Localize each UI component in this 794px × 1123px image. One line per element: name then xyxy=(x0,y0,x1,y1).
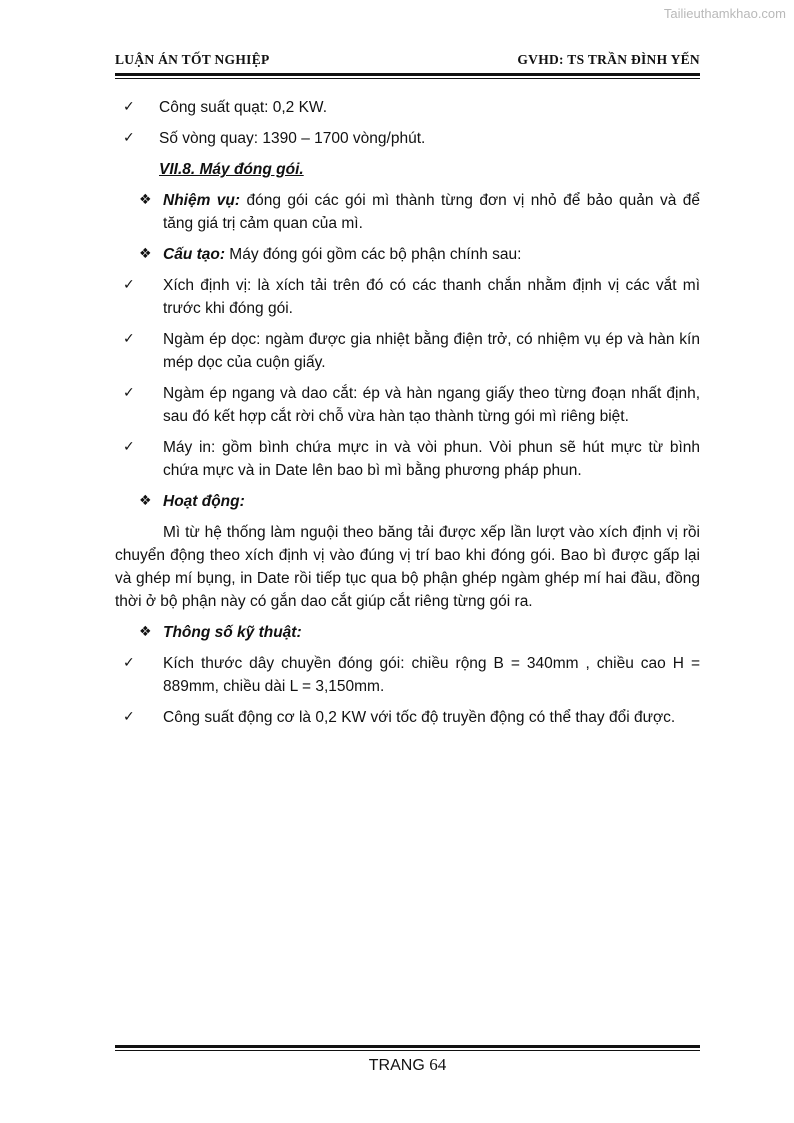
header-rule-thick xyxy=(115,73,700,76)
header-thesis-title: LUẬN ÁN TỐT NGHIỆP xyxy=(115,52,270,67)
checkmark-icon: ✓ xyxy=(123,277,135,293)
subsection-cau-tao xyxy=(115,243,700,266)
subsection-label: Nhiệm vụ: xyxy=(163,192,241,209)
list-item: ✓ Máy in: gồm bình chứa mực in và vòi phun. Vòi phun sẽ hút mực từ bình chứa mực và in Date lên bao bì mì bằng phương pháp phun. xyxy=(115,436,700,482)
subsection-nhiem-vu xyxy=(115,189,700,235)
page-label: TRANG xyxy=(368,1057,425,1074)
footer-rule-thick xyxy=(115,1045,700,1048)
page-number: 64 xyxy=(429,1055,447,1074)
section-title: VII.8. Máy đóng gói. xyxy=(159,161,304,178)
checkmark-icon: ✓ xyxy=(123,331,135,347)
page-footer xyxy=(115,1055,700,1075)
list-item: ✓ Ngàm ép ngang và dao cắt: ép và hàn ngang giấy theo từng đoạn nhất định, sau đó kết hợp cắt rời chỗ vừa hàn tạo thành từng gói mì riêng biệt. xyxy=(115,382,700,428)
list-item: ✓ Công suất quạt: 0,2 KW. xyxy=(115,96,700,119)
checkmark-icon: ✓ xyxy=(123,385,135,401)
header-advisor: GVHD: TS TRẦN ĐÌNH YẾN xyxy=(517,52,700,67)
subsection-label: Hoạt động: xyxy=(163,493,245,510)
page-body xyxy=(115,96,700,737)
diamond-bullet-icon: ❖ xyxy=(139,246,152,262)
checkmark-icon: ✓ xyxy=(123,655,135,671)
list-item: ✓ Ngàm ép dọc: ngàm được gia nhiệt bằng điện trở, có nhiệm vụ ép và hàn kín mép dọc của cuộn giấy. xyxy=(115,328,700,374)
subsection-text: Máy đóng gói gồm các bộ phận chính sau: xyxy=(225,246,522,263)
header-rule-thin xyxy=(115,78,700,79)
subsection-label: Thông số kỹ thuật: xyxy=(163,624,302,641)
list-item: ✓ Số vòng quay: 1390 – 1700 vòng/phút. xyxy=(115,127,700,150)
checkmark-icon: ✓ xyxy=(123,130,135,146)
diamond-bullet-icon: ❖ xyxy=(139,192,152,208)
subsection-thong-so xyxy=(115,621,700,644)
list-item: ✓ Công suất động cơ là 0,2 KW với tốc độ truyền động có thể thay đổi được. xyxy=(115,706,700,729)
list-item: ✓ Kích thước dây chuyền đóng gói: chiều rộng B = 340mm , chiều cao H = 889mm, chiều dài L = 3,150mm. xyxy=(115,652,700,698)
checkmark-icon: ✓ xyxy=(123,439,135,455)
subsection-label: Cấu tạo: xyxy=(163,246,225,263)
subsection-text: đóng gói các gói mì thành từng đơn vị nhỏ để bảo quản và để tăng giá trị cảm quan của mì. xyxy=(163,192,700,232)
list-item: ✓ Xích định vị: là xích tải trên đó có các thanh chắn nhằm định vị các vắt mì trước khi đóng gói. xyxy=(115,274,700,320)
diamond-bullet-icon: ❖ xyxy=(139,624,152,640)
diamond-bullet-icon: ❖ xyxy=(139,493,152,509)
watermark: Tailieuthamkhao.com xyxy=(663,6,786,21)
operation-paragraph: Mì từ hệ thống làm nguội theo băng tải được xếp lần lượt vào xích định vị rồi chuyển động theo xích định vị vào đúng vị trí bao khi đóng gói. Bao bì được gấp lại và ghép mí bụng, in Date rồi tiếp tục qua bộ phận ghép ngàm ghép mí hai đầu, đồng thời ở bộ phận này có gắn dao cắt giúp cắt riêng từng gói ra. xyxy=(115,524,700,610)
checkmark-icon: ✓ xyxy=(123,99,135,115)
checkmark-icon: ✓ xyxy=(123,709,135,725)
subsection-hoat-dong xyxy=(115,490,700,513)
page-header xyxy=(115,52,700,74)
footer-rule-thin xyxy=(115,1050,700,1051)
